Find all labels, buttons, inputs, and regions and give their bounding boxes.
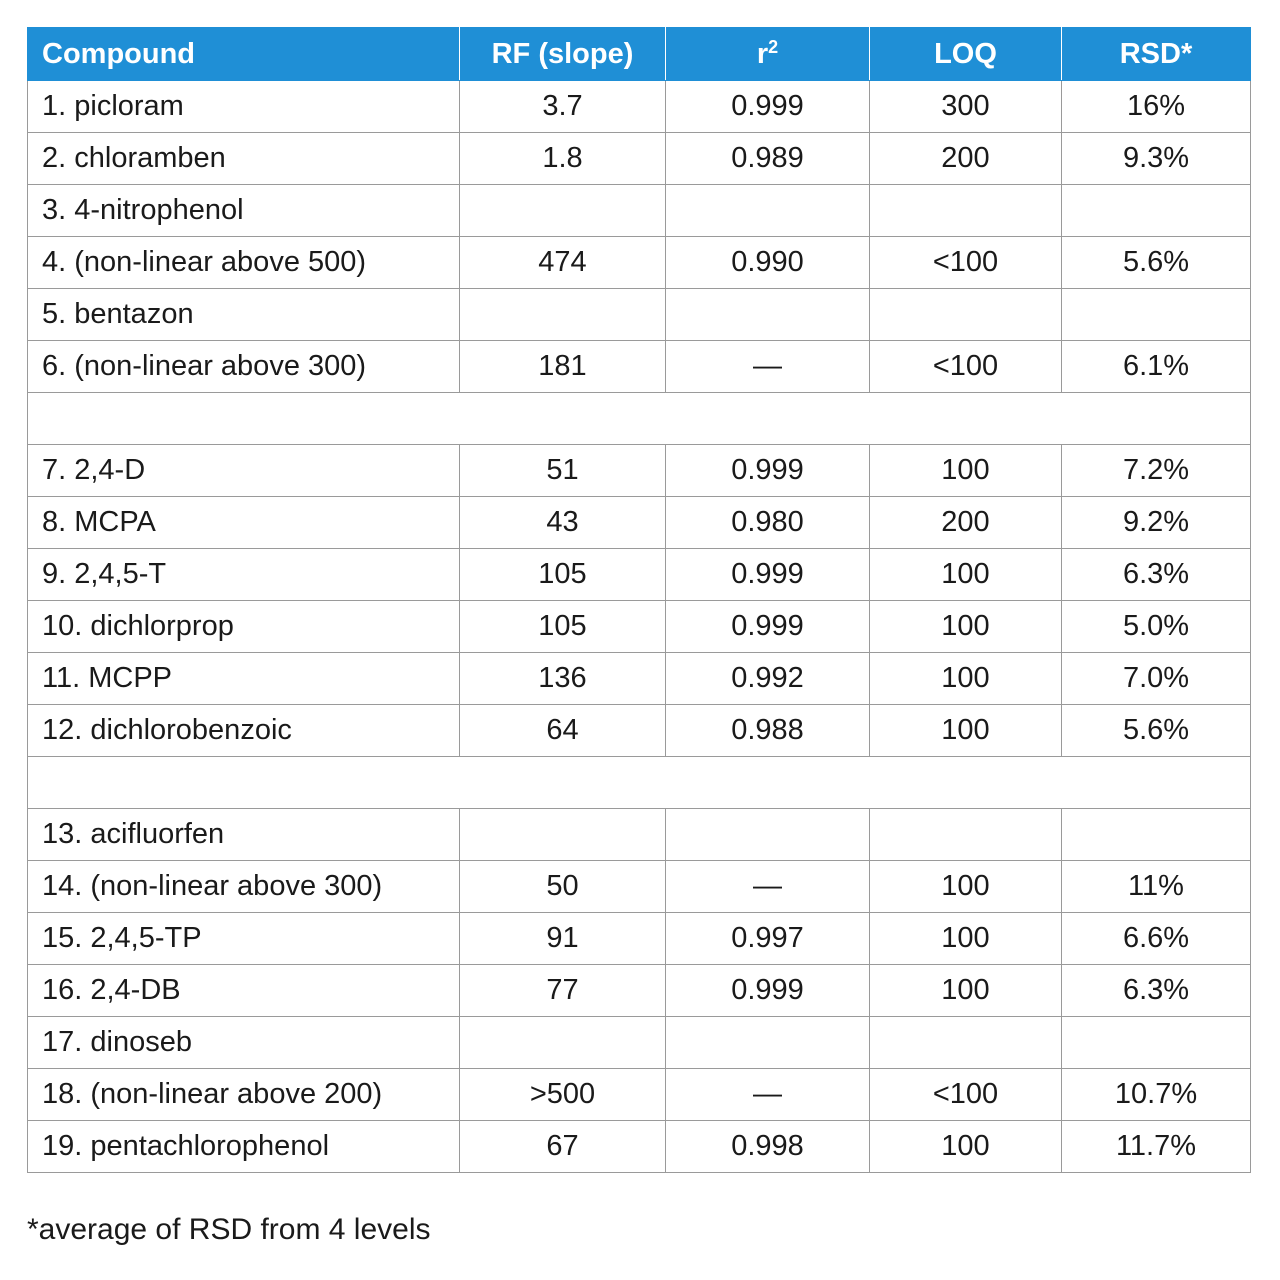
rf-cell: 43 bbox=[460, 497, 666, 549]
r-squared-cell: 0.990 bbox=[666, 237, 870, 289]
rf-cell: 67 bbox=[460, 1121, 666, 1173]
rsd-cell: 11.7% bbox=[1062, 1121, 1251, 1173]
compound-table bbox=[27, 27, 1251, 1173]
table-header-row bbox=[28, 28, 1251, 81]
r-squared-cell: 0.999 bbox=[666, 81, 870, 133]
r-squared-cell: — bbox=[666, 1069, 870, 1121]
rf-cell: 3.7 bbox=[460, 81, 666, 133]
rf-cell: 105 bbox=[460, 549, 666, 601]
compound-cell: 18. (non-linear above 200) bbox=[28, 1069, 460, 1121]
loq-cell: 100 bbox=[870, 913, 1062, 965]
loq-cell bbox=[870, 289, 1062, 341]
table-row-separator bbox=[28, 757, 1251, 809]
r-squared-cell: 0.999 bbox=[666, 965, 870, 1017]
compound-cell: 19. pentachlorophenol bbox=[28, 1121, 460, 1173]
r-squared-cell: 0.999 bbox=[666, 445, 870, 497]
r-squared-cell bbox=[666, 1017, 870, 1069]
loq-cell: 100 bbox=[870, 601, 1062, 653]
table-row bbox=[28, 653, 1251, 705]
table-row bbox=[28, 1017, 1251, 1069]
rf-cell: 181 bbox=[460, 341, 666, 393]
header-rsd: RSD* bbox=[1062, 28, 1251, 81]
loq-cell: <100 bbox=[870, 1069, 1062, 1121]
table-row bbox=[28, 861, 1251, 913]
data-table-container bbox=[27, 27, 1250, 1173]
header-r-squared-exponent: 2 bbox=[768, 36, 779, 57]
rsd-cell bbox=[1062, 289, 1251, 341]
rsd-cell: 9.3% bbox=[1062, 133, 1251, 185]
rsd-cell: 5.0% bbox=[1062, 601, 1251, 653]
table-row bbox=[28, 965, 1251, 1017]
rf-cell: 50 bbox=[460, 861, 666, 913]
r-squared-cell: — bbox=[666, 341, 870, 393]
rsd-cell bbox=[1062, 1017, 1251, 1069]
compound-cell: 2. chloramben bbox=[28, 133, 460, 185]
header-compound: Compound bbox=[28, 28, 460, 81]
compound-cell: 4. (non-linear above 500) bbox=[28, 237, 460, 289]
compound-cell: 15. 2,4,5-TP bbox=[28, 913, 460, 965]
table-row bbox=[28, 445, 1251, 497]
loq-cell bbox=[870, 1017, 1062, 1069]
table-row bbox=[28, 913, 1251, 965]
rsd-cell: 6.6% bbox=[1062, 913, 1251, 965]
compound-cell: 3. 4-nitrophenol bbox=[28, 185, 460, 237]
table-row bbox=[28, 341, 1251, 393]
header-r-squared bbox=[666, 28, 870, 81]
rf-cell: 474 bbox=[460, 237, 666, 289]
rsd-cell: 11% bbox=[1062, 861, 1251, 913]
rf-cell: 105 bbox=[460, 601, 666, 653]
loq-cell bbox=[870, 809, 1062, 861]
table-row bbox=[28, 1121, 1251, 1173]
rf-cell bbox=[460, 1017, 666, 1069]
loq-cell: 100 bbox=[870, 549, 1062, 601]
rsd-cell: 7.2% bbox=[1062, 445, 1251, 497]
r-squared-cell: 0.999 bbox=[666, 601, 870, 653]
separator-cell bbox=[28, 393, 1251, 445]
loq-cell: 100 bbox=[870, 861, 1062, 913]
loq-cell: 100 bbox=[870, 653, 1062, 705]
rf-cell bbox=[460, 289, 666, 341]
compound-cell: 6. (non-linear above 300) bbox=[28, 341, 460, 393]
loq-cell bbox=[870, 185, 1062, 237]
rsd-cell: 10.7% bbox=[1062, 1069, 1251, 1121]
rsd-cell bbox=[1062, 809, 1251, 861]
table-row bbox=[28, 1069, 1251, 1121]
rf-cell: 51 bbox=[460, 445, 666, 497]
rsd-cell bbox=[1062, 185, 1251, 237]
rsd-cell: 6.3% bbox=[1062, 549, 1251, 601]
table-row bbox=[28, 601, 1251, 653]
table-row-separator bbox=[28, 393, 1251, 445]
r-squared-cell bbox=[666, 809, 870, 861]
header-loq: LOQ bbox=[870, 28, 1062, 81]
compound-cell: 1. picloram bbox=[28, 81, 460, 133]
rsd-cell: 5.6% bbox=[1062, 705, 1251, 757]
table-row bbox=[28, 185, 1251, 237]
compound-cell: 7. 2,4-D bbox=[28, 445, 460, 497]
loq-cell: 300 bbox=[870, 81, 1062, 133]
separator-cell bbox=[28, 757, 1251, 809]
loq-cell: 100 bbox=[870, 445, 1062, 497]
compound-cell: 10. dichlorprop bbox=[28, 601, 460, 653]
rf-cell bbox=[460, 185, 666, 237]
compound-cell: 12. dichlorobenzoic bbox=[28, 705, 460, 757]
r-squared-cell: 0.988 bbox=[666, 705, 870, 757]
rsd-cell: 6.3% bbox=[1062, 965, 1251, 1017]
loq-cell: 100 bbox=[870, 1121, 1062, 1173]
rsd-cell: 16% bbox=[1062, 81, 1251, 133]
r-squared-cell: 0.997 bbox=[666, 913, 870, 965]
table-body bbox=[28, 81, 1251, 1173]
rf-cell: 1.8 bbox=[460, 133, 666, 185]
loq-cell: 200 bbox=[870, 133, 1062, 185]
table-row bbox=[28, 237, 1251, 289]
compound-cell: 5. bentazon bbox=[28, 289, 460, 341]
r-squared-cell: 0.998 bbox=[666, 1121, 870, 1173]
r-squared-cell bbox=[666, 185, 870, 237]
rf-cell: 77 bbox=[460, 965, 666, 1017]
compound-cell: 17. dinoseb bbox=[28, 1017, 460, 1069]
r-squared-cell: 0.980 bbox=[666, 497, 870, 549]
rsd-cell: 9.2% bbox=[1062, 497, 1251, 549]
header-r-squared-base: r bbox=[756, 37, 769, 70]
rsd-cell: 7.0% bbox=[1062, 653, 1251, 705]
rsd-cell: 5.6% bbox=[1062, 237, 1251, 289]
r-squared-cell: 0.999 bbox=[666, 549, 870, 601]
table-row bbox=[28, 705, 1251, 757]
compound-cell: 11. MCPP bbox=[28, 653, 460, 705]
rf-cell: 64 bbox=[460, 705, 666, 757]
loq-cell: 200 bbox=[870, 497, 1062, 549]
compound-cell: 8. MCPA bbox=[28, 497, 460, 549]
loq-cell: <100 bbox=[870, 237, 1062, 289]
compound-cell: 9. 2,4,5-T bbox=[28, 549, 460, 601]
footnote: *average of RSD from 4 levels bbox=[27, 1213, 431, 1246]
compound-cell: 13. acifluorfen bbox=[28, 809, 460, 861]
table-row bbox=[28, 497, 1251, 549]
table-row bbox=[28, 289, 1251, 341]
loq-cell: <100 bbox=[870, 341, 1062, 393]
loq-cell: 100 bbox=[870, 965, 1062, 1017]
loq-cell: 100 bbox=[870, 705, 1062, 757]
rf-cell: 136 bbox=[460, 653, 666, 705]
rf-cell: 91 bbox=[460, 913, 666, 965]
r-squared-cell bbox=[666, 289, 870, 341]
rf-cell: >500 bbox=[460, 1069, 666, 1121]
rf-cell bbox=[460, 809, 666, 861]
rsd-cell: 6.1% bbox=[1062, 341, 1251, 393]
header-rf-slope: RF (slope) bbox=[460, 28, 666, 81]
r-squared-cell: 0.992 bbox=[666, 653, 870, 705]
compound-cell: 14. (non-linear above 300) bbox=[28, 861, 460, 913]
table-row bbox=[28, 133, 1251, 185]
table-row bbox=[28, 81, 1251, 133]
compound-cell: 16. 2,4-DB bbox=[28, 965, 460, 1017]
r-squared-cell: — bbox=[666, 861, 870, 913]
table-row bbox=[28, 549, 1251, 601]
r-squared-cell: 0.989 bbox=[666, 133, 870, 185]
table-row bbox=[28, 809, 1251, 861]
